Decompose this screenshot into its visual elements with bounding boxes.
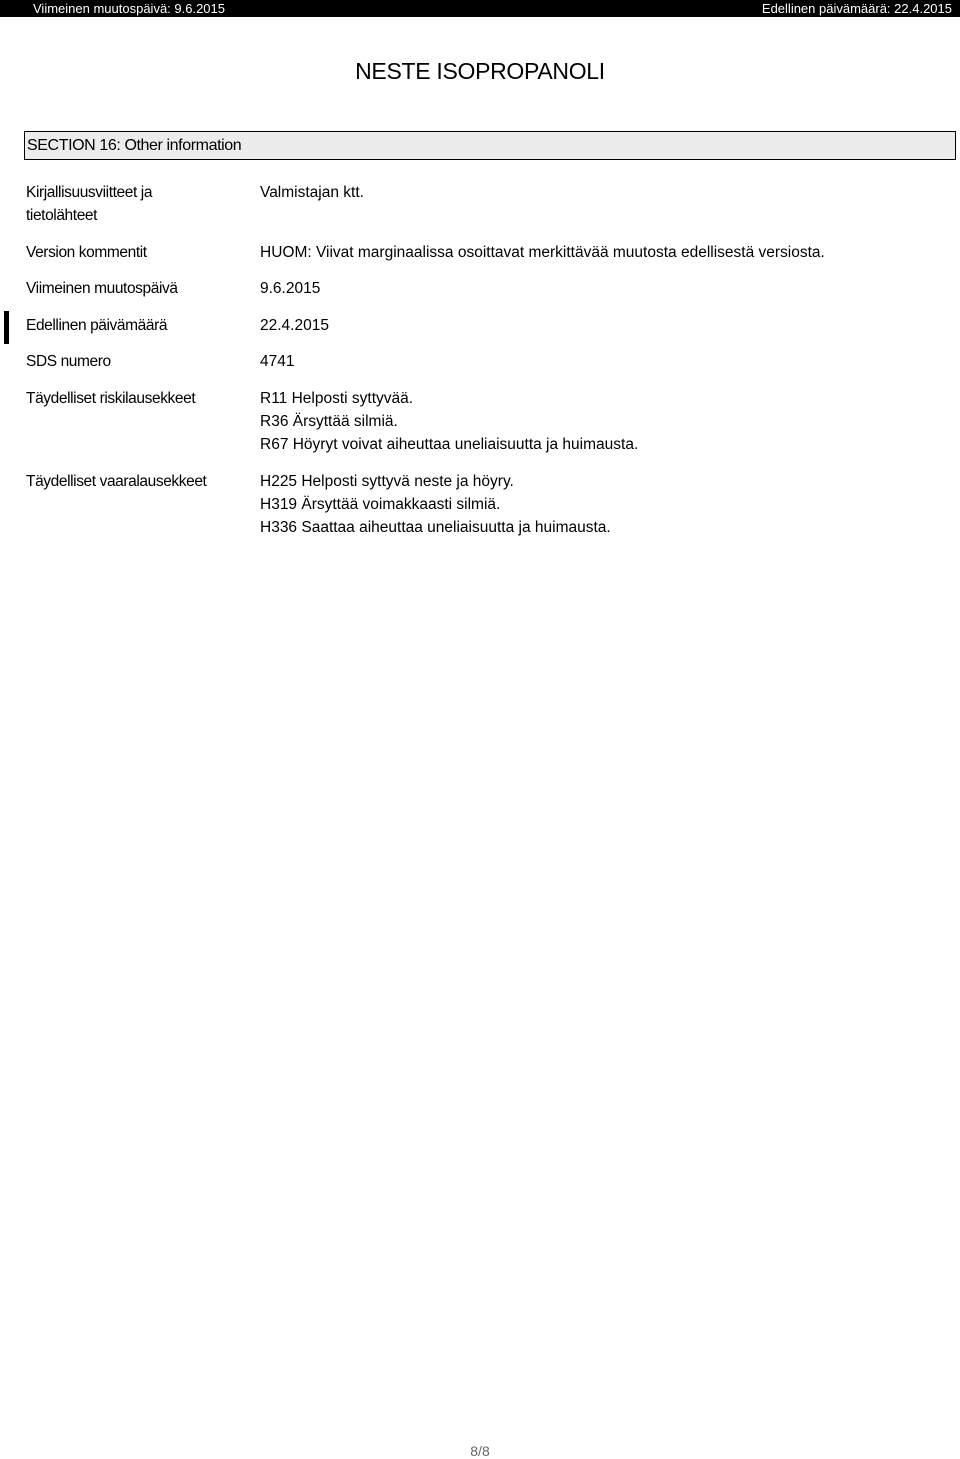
- change-marker-bar: [4, 311, 9, 344]
- risk-phrases-label: Täydelliset riskilausekkeet: [26, 390, 196, 407]
- sds-number-label: SDS numero: [26, 353, 111, 370]
- references-label: [26, 181, 152, 227]
- header-last-modified: Viimeinen muutospäivä: 9.6.2015: [33, 1, 225, 16]
- references-label-line2: tietolähteet: [26, 207, 98, 224]
- hazard-statement-item: H336 Saattaa aiheuttaa uneliaisuutta ja huimausta.: [260, 519, 611, 536]
- document-title: NESTE ISOPROPANOLI: [355, 58, 605, 84]
- hazard-statements-label: Täydelliset vaaralausekkeet: [26, 473, 207, 490]
- previous-date-value: 22.4.2015: [260, 317, 329, 334]
- version-comment-value: HUOM: Viivat marginaalissa osoittavat merkittävää muutosta edellisestä versiosta.: [260, 244, 825, 261]
- hazard-statement-item: H319 Ärsyttää voimakkaasti silmiä.: [260, 496, 501, 513]
- page-number: 8/8: [470, 1443, 490, 1459]
- references-label-line1: Kirjallisuusviitteet ja: [26, 184, 153, 201]
- last-modified-label: Viimeinen muutospäivä: [26, 280, 178, 297]
- risk-phrases-list: [260, 387, 638, 456]
- hazard-statement-item: H225 Helposti syttyvä neste ja höyry.: [260, 473, 514, 490]
- header-previous-date: Edellinen päivämäärä: 22.4.2015: [761, 1, 952, 16]
- version-comment-label: Version kommentit: [26, 244, 147, 261]
- risk-phrase-item: R11 Helposti syttyvää.: [260, 390, 414, 407]
- sds-number-value: 4741: [260, 353, 295, 370]
- references-value: Valmistajan ktt.: [260, 184, 364, 201]
- risk-phrase-item: R67 Höyryt voivat aiheuttaa uneliaisuutta ja huimausta.: [260, 436, 639, 453]
- hazard-statements-list: [260, 470, 611, 539]
- header-bar: [0, 0, 960, 17]
- risk-phrase-item: R36 Ärsyttää silmiä.: [260, 413, 398, 430]
- section-header: SECTION 16: Other information: [24, 131, 956, 160]
- last-modified-value: 9.6.2015: [260, 280, 321, 297]
- previous-date-label: Edellinen päivämäärä: [26, 317, 168, 334]
